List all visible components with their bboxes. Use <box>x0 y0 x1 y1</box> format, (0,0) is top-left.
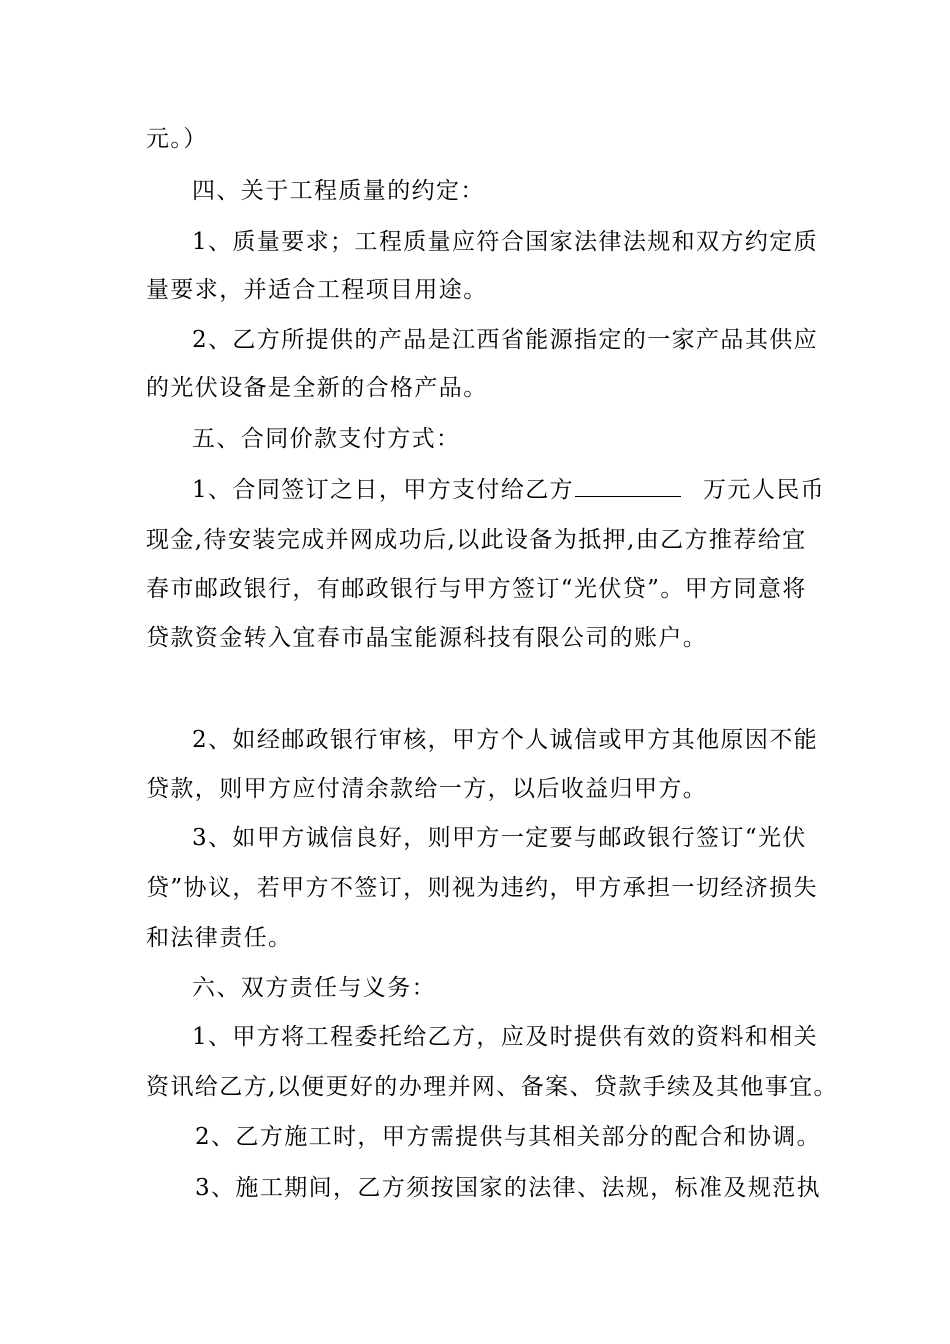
text-line: 2、乙方施工时，甲方需提供与其相关部分的配合和协调。 <box>195 1124 822 1150</box>
text-line: 2、乙方所提供的产品是江西省能源指定的一家产品其供应 <box>192 327 819 353</box>
text-line-with-blank <box>192 474 825 506</box>
section-heading-quality: 四、关于工程质量的约定： <box>192 178 485 204</box>
text-line: 3、如甲方诚信良好，则甲方一定要与邮政银行签订“光伏 <box>192 825 807 851</box>
section-heading-payment: 五、合同价款支付方式： <box>192 426 461 452</box>
text-line: 贷款，则甲方应付清余款给一方，以后收益归甲方。 <box>146 776 708 802</box>
text-segment: 1、合同签订之日，甲方支付给乙方 <box>192 477 575 503</box>
text-line: 资讯给乙方,以便更好的办理并网、备案、贷款手续及其他事宜。 <box>146 1074 838 1100</box>
text-line: 的光伏设备是全新的合格产品。 <box>146 375 488 401</box>
text-line: 量要求，并适合工程项目用途。 <box>146 277 488 303</box>
text-line: 春市邮政银行，有邮政银行与甲方签订“光伏贷”。甲方同意将 <box>146 576 807 602</box>
text-line: 和法律责任。 <box>146 925 293 951</box>
amount-blank-underline <box>575 476 681 497</box>
text-line: 现金,待安装完成并网成功后,以此设备为抵押,由乙方推荐给宜 <box>146 527 807 553</box>
section-heading-responsibilities: 六、双方责任与义务： <box>192 975 436 1001</box>
text-line: 1、甲方将工程委托给乙方，应及时提供有效的资料和相关 <box>192 1024 819 1050</box>
text-line: 2、如经邮政银行审核，甲方个人诚信或甲方其他原因不能 <box>192 727 819 753</box>
text-line: 贷款资金转入宜春市晶宝能源科技有限公司的账户。 <box>146 625 708 651</box>
text-line: 元。） <box>146 126 208 152</box>
text-line: 3、施工期间，乙方须按国家的法律、法规，标准及规范执 <box>195 1175 822 1201</box>
text-line: 贷”协议，若甲方不签订，则视为违约，甲方承担一切经济损失 <box>146 875 818 901</box>
text-segment: 万元人民币 <box>703 477 826 503</box>
text-line: 1、质量要求；工程质量应符合国家法律法规和双方约定质 <box>192 229 819 255</box>
